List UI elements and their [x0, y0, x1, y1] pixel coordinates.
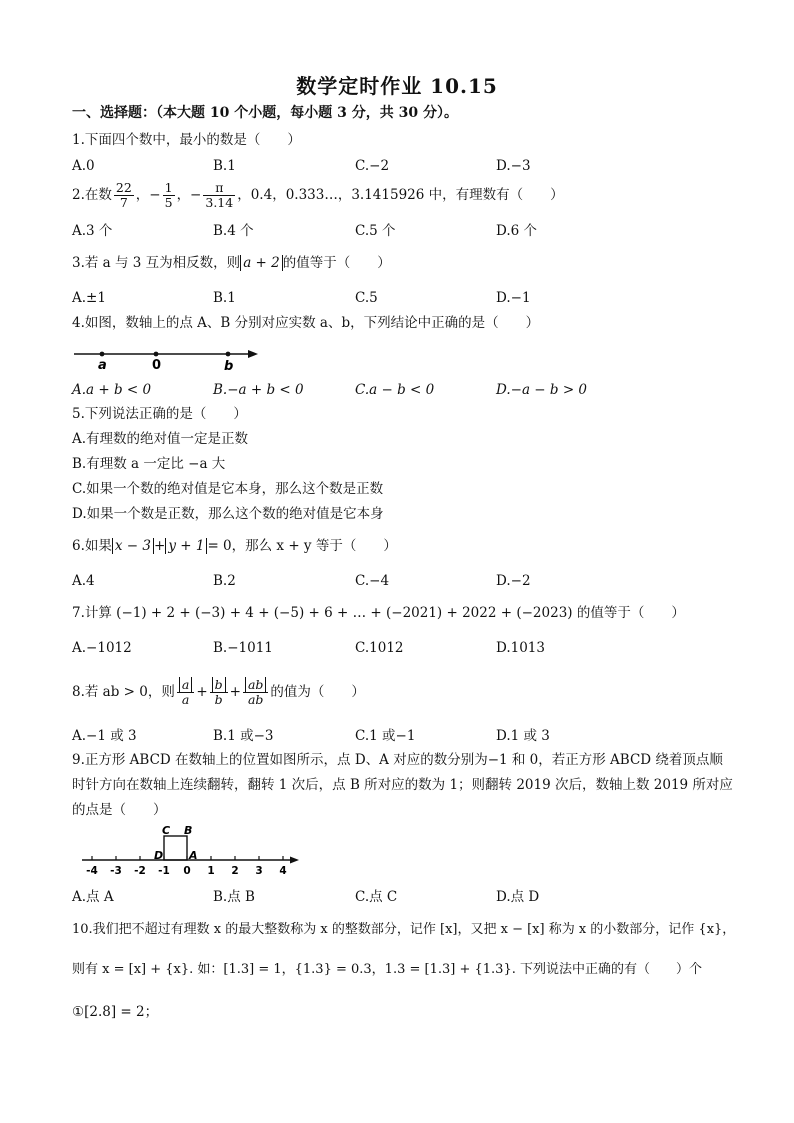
q8-f3-num: ab [245, 677, 266, 692]
q3-option-d: D.−1 [496, 290, 531, 306]
q8-f1-num: a [179, 677, 192, 692]
q8-fraction-3 [243, 678, 268, 707]
q9-figure [80, 822, 310, 878]
q9-tick-1: 1 [207, 865, 215, 877]
q3-option-b: B.1 [213, 290, 236, 306]
q7-option-a: A.−1012 [72, 640, 132, 656]
q9-option-d: D.点 D [496, 889, 540, 905]
q6-suffix: = 0，那么 x + y 等于（ ） [207, 538, 397, 554]
q5-option-d: D.如果一个数是正数，那么这个数的绝对值是它本身 [72, 506, 384, 522]
question-1-stem: 1.下面四个数中，最小的数是（ ） [72, 132, 301, 148]
q3-suffix: 的值等于（ ） [282, 255, 391, 271]
question-10-line-1: 10.我们把不超过有理数 x 的最大整数称为 x 的整数部分，记作 [x]，又把 x − [x] 称为 x 的小数部分，记作 {x}， [72, 922, 736, 937]
q9-option-a: A.点 A [72, 889, 114, 905]
q8-f2-num: b [212, 677, 226, 692]
q7-option-b: B.−1011 [213, 640, 273, 656]
q2-f2-num: 1 [164, 180, 173, 195]
q4-option-a: A.a + b < 0 [72, 382, 152, 398]
q8-plus-1: + [196, 684, 208, 700]
q9-tick-4: 4 [279, 865, 287, 877]
q3-option-c: C.5 [355, 290, 378, 306]
q2-f1-den: 7 [119, 195, 128, 210]
q6-plus: + [154, 538, 166, 554]
q3-absolute-value: a + 2 [240, 255, 283, 271]
q7-option-c: C.1012 [355, 640, 404, 656]
q2-sep-1: ，− [135, 187, 161, 203]
question-5-stem: 5.下列说法正确的是（ ） [72, 406, 247, 422]
q6-prefix: 6.如果 [72, 538, 112, 554]
q8-f1-den: a [181, 692, 190, 707]
q2-sep-2: ，− [176, 187, 202, 203]
q8-f3-den: ab [247, 692, 264, 707]
q9-tick-0: 0 [183, 865, 191, 877]
q4-axis-label-zero: 0 [152, 358, 162, 373]
question-9-line-3: 的点是（ ） [72, 802, 167, 818]
q7-option-d: D.1013 [496, 640, 545, 656]
q3-option-a: A.±1 [72, 290, 106, 306]
q9-label-b: B [184, 824, 193, 837]
q2-fraction-1 [114, 181, 134, 210]
q9-option-b: B.点 B [213, 889, 255, 905]
q6-option-b: B.2 [213, 573, 236, 589]
q4-axis-label-b: b [224, 359, 234, 374]
q2-suffix: ，0.4，0.333…，3.1415926 中，有理数有（ ） [237, 187, 564, 203]
question-9-line-2: 时针方向在数轴上连续翻转，翻转 1 次后，点 B 所对应的数为 1；则翻转 2019 次后，数轴上数 2019 所对应 [72, 777, 733, 793]
q8-option-a: A.−1 或 3 [72, 728, 137, 744]
q9-option-c: C.点 C [355, 889, 398, 905]
q2-option-c: C.5 个 [355, 223, 396, 239]
q8-prefix: 8.若 ab > 0，则 [72, 684, 175, 700]
q3-prefix: 3.若 a 与 3 互为相反数，则 [72, 255, 241, 271]
q4-option-c: C.a − b < 0 [355, 382, 435, 398]
q8-plus-2: + [229, 684, 241, 700]
question-9-line-1: 9.正方形 ABCD 在数轴上的位置如图所示，点 D、A 对应的数分别为−1 和 0，若正方形 ABCD 绕着顶点顺 [72, 752, 723, 768]
q6-absolute-value-1: x − 3 [112, 538, 154, 554]
q9-label-a: A [189, 849, 198, 862]
q2-fraction-2 [163, 181, 175, 210]
q4-number-line [72, 340, 262, 374]
q2-f2-den: 5 [164, 195, 173, 210]
q2-f3-den: 3.14 [205, 195, 234, 210]
q1-option-a: A.0 [72, 158, 95, 174]
section-heading: 一、选择题：（本大题 10 个小题，每小题 3 分，共 30 分）。 [72, 105, 458, 121]
q1-option-d: D.−3 [496, 158, 531, 174]
q5-option-c: C.如果一个数的绝对值是它本身，那么这个数是正数 [72, 481, 384, 497]
question-4-stem: 4.如图，数轴上的点 A、B 分别对应实数 a、b，下列结论中正确的是（ ） [72, 315, 540, 331]
q2-option-d: D.6 个 [496, 223, 538, 239]
q5-option-a: A.有理数的绝对值一定是正数 [72, 431, 249, 447]
q5-option-b: B.有理数 a 一定比 −a 大 [72, 456, 226, 472]
q1-option-b: B.1 [213, 158, 236, 174]
question-8-stem [72, 674, 365, 710]
q9-tick-minus-4: -4 [86, 865, 98, 877]
q8-option-c: C.1 或−1 [355, 728, 416, 744]
question-6-stem [72, 537, 397, 555]
q2-f3-num: π [203, 181, 235, 196]
q6-option-c: C.−4 [355, 573, 390, 589]
q4-option-d: D.−a − b > 0 [496, 382, 588, 398]
question-10-line-3: ①[2.8] = 2； [72, 1004, 159, 1020]
q8-option-d: D.1 或 3 [496, 728, 550, 744]
q9-tick-minus-1: -1 [158, 865, 170, 877]
q6-option-a: A.4 [72, 573, 95, 589]
question-2-stem [72, 180, 564, 210]
q4-option-b: B.−a + b < 0 [213, 382, 304, 398]
q9-tick-2: 2 [231, 865, 239, 877]
q2-f1-num: 22 [115, 180, 132, 195]
q1-option-c: C.−2 [355, 158, 390, 174]
q9-label-d: D [154, 849, 164, 862]
q2-option-a: A.3 个 [72, 223, 113, 239]
q4-axis-label-a: a [98, 358, 107, 373]
q6-option-d: D.−2 [496, 573, 531, 589]
q9-tick-minus-2: -2 [134, 865, 146, 877]
q8-fraction-2 [210, 678, 228, 707]
question-3-stem [72, 254, 391, 272]
q9-label-c: C [162, 824, 171, 837]
q8-suffix: 的值为（ ） [270, 684, 365, 700]
q8-fraction-1 [177, 678, 194, 707]
q9-tick-minus-3: -3 [110, 865, 122, 877]
q8-f2-den: b [214, 692, 223, 707]
q2-option-b: B.4 个 [213, 223, 254, 239]
question-10-line-2: 则有 x = [x] + {x}. 如：[1.3] = 1，{1.3} = 0.3，1.3 = [1.3] + {1.3}. 下列说法中正确的有（ ）个 [72, 962, 702, 977]
q9-square [164, 836, 187, 860]
q8-option-b: B.1 或−3 [213, 728, 274, 744]
page-title: 数学定时作业 10.15 [296, 74, 498, 98]
q2-prefix: 2.在数 [72, 187, 112, 203]
q2-fraction-3 [203, 181, 235, 210]
question-7-stem: 7.计算 (−1) + 2 + (−3) + 4 + (−5) + 6 + … + (−2021) + 2022 + (−2023) 的值等于（ ） [72, 605, 685, 621]
q9-tick-3: 3 [255, 865, 263, 877]
q6-absolute-value-2: y + 1 [165, 538, 207, 554]
